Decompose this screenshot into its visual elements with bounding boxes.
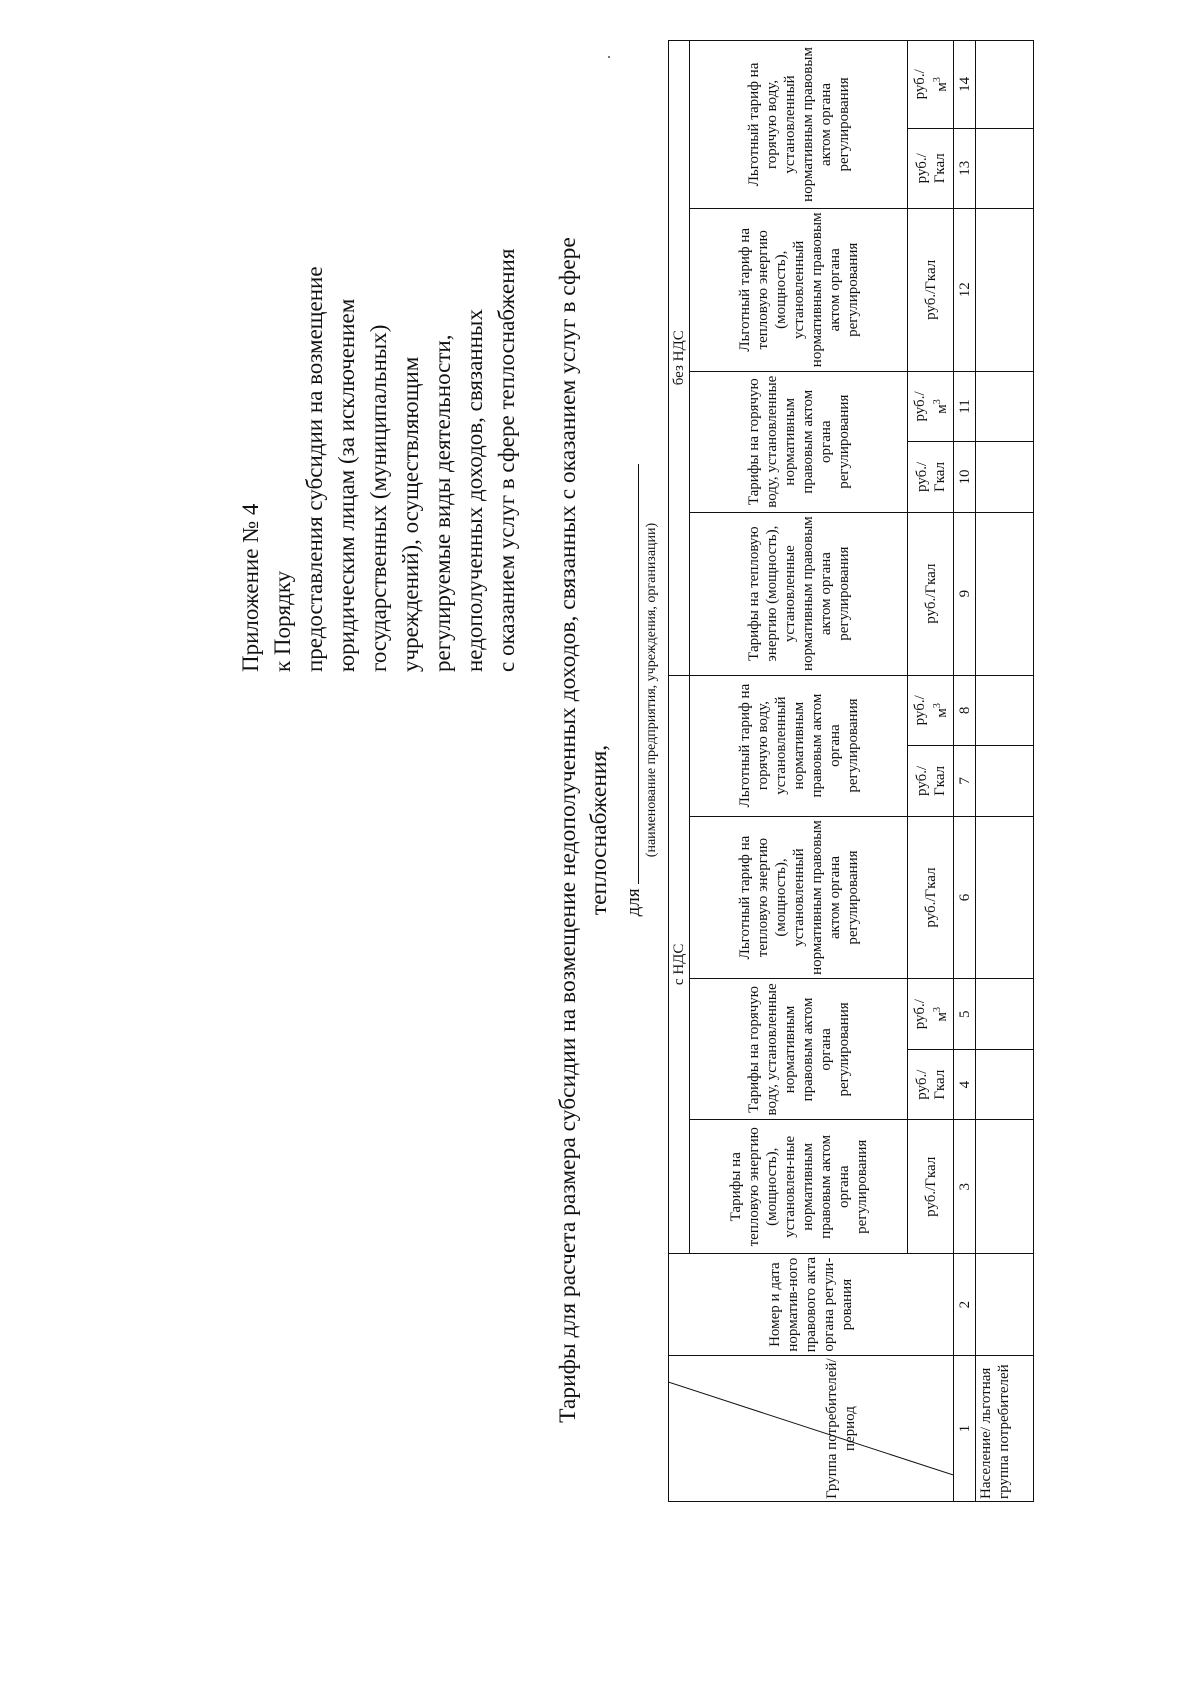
title-line-2: теплоснабжения,: [586, 744, 612, 916]
column-number: 1: [954, 1356, 976, 1502]
scan-dot: [608, 56, 610, 58]
col-heat-tariff-3: Тарифы на тепловую энергию (мощность), установлен-ные нормативным правовым актом органа регулирования: [690, 1120, 908, 1254]
organization-blank: [622, 464, 639, 884]
table-cell[interactable]: [976, 442, 1034, 512]
doc-header-cell: Номер и дата норматив-ного правового акта органа регули-рования: [669, 1254, 954, 1356]
table-cell[interactable]: [976, 1120, 1034, 1254]
col-pref-hot-water-13-14: Льготный тариф на горячую воду, установленный нормативным правовым актом органа регулирования: [690, 41, 908, 209]
table-cell[interactable]: [976, 1049, 1034, 1119]
group-header-label: Группа потребителей/ период: [824, 1358, 858, 1499]
unit-cell: руб./ Гкал: [908, 746, 954, 816]
table-cell[interactable]: [976, 512, 1034, 675]
organization-line: [622, 40, 645, 1340]
column-number: 3: [954, 1120, 976, 1254]
organization-note: (наименование предприятия, учреждения, организации): [644, 522, 659, 858]
col-hot-water-tariff-10-11: Тарифы на горячую воду, установленные нормативным правовым актом органа регулирования: [690, 371, 908, 512]
column-number: 5: [954, 979, 976, 1049]
unit-cell: руб./Гкал: [908, 1120, 954, 1254]
appendix-line: с оказанием услуг в сфере теплоснабжения: [494, 248, 519, 672]
appendix-header: [235, 249, 523, 672]
column-number: 6: [954, 816, 976, 979]
for-label: для: [623, 888, 644, 917]
unit-cell: руб./ Гкал: [908, 442, 954, 512]
col-pref-hot-water-7-8: Льготный тариф на горячую воду, установленный нормативным правовым актом органа регулирования: [690, 675, 908, 816]
column-number: 13: [954, 128, 976, 208]
table-cell[interactable]: [976, 675, 1034, 746]
rotated-page: [40, 40, 1120, 1620]
col-pref-heat-tariff-12: Льготный тариф на тепловую энергию (мощность), установленный нормативным правовым актом органа регулирования: [690, 208, 908, 371]
column-number: 8: [954, 675, 976, 746]
document-title: [553, 40, 615, 1620]
title-line-1: Тарифы для расчета размера субсидии на возмещение недополученных доходов, связанных с оказанием услуг в сфере: [555, 237, 581, 1423]
column-number: 10: [954, 442, 976, 512]
appendix-line: юридическим лицам (за исключением: [334, 298, 359, 672]
unit-cell: руб./ $м^3$: [908, 371, 954, 441]
table-cell[interactable]: [976, 979, 1034, 1049]
unit-cell: руб./Гкал: [908, 208, 954, 371]
table-cell[interactable]: [976, 208, 1034, 371]
table-cell[interactable]: [976, 41, 1034, 129]
appendix-line: к Порядку: [270, 570, 295, 672]
column-number: 2: [954, 1254, 976, 1356]
col-pref-heat-tariff-6: Льготный тариф на тепловую энергию (мощность), установленный нормативным правовым актом органа регулирования: [690, 816, 908, 979]
unit-cell: руб./ Гкал: [908, 1049, 954, 1119]
table-cell[interactable]: [976, 371, 1034, 441]
column-number: 4: [954, 1049, 976, 1119]
col-hot-water-tariff-4-5: Тарифы на горячую воду, установленные нормативным правовым актом органа регулирования: [690, 979, 908, 1120]
group-header-cell: [669, 1356, 954, 1502]
column-number: 11: [954, 371, 976, 441]
table-cell[interactable]: [976, 1254, 1034, 1356]
column-number: 12: [954, 208, 976, 371]
unit-cell: руб./Гкал: [908, 816, 954, 979]
tariffs-table: [668, 40, 1034, 1502]
with-vat-header: с НДС: [669, 675, 690, 1254]
appendix-line: недополученных доходов, связанных: [462, 309, 487, 672]
unit-cell: руб./ $м^3$: [908, 979, 954, 1049]
row-label-population: Население/ льготная группа потребителей: [976, 1356, 1034, 1502]
appendix-line: Приложение № 4: [238, 503, 263, 672]
appendix-line: учреждений), осуществляющим: [398, 356, 423, 672]
column-number: 9: [954, 512, 976, 675]
table-cell[interactable]: [976, 816, 1034, 979]
column-number: 7: [954, 746, 976, 816]
col-heat-tariff-9: Тарифы на тепловую энергию (мощность), установленные нормативным правовым актом органа регулирования: [690, 512, 908, 675]
column-number: 14: [954, 41, 976, 129]
unit-cell: руб./ $м^3$: [908, 675, 954, 746]
table-cell[interactable]: [976, 128, 1034, 208]
appendix-line: регулируемые виды деятельности,: [430, 334, 455, 672]
without-vat-header: без НДС: [669, 41, 690, 676]
unit-cell: руб./ Гкал: [908, 128, 954, 208]
unit-cell: руб./Гкал: [908, 512, 954, 675]
unit-cell: руб./ $м^3$: [908, 41, 954, 129]
appendix-line: государственных (муниципальных): [366, 324, 391, 672]
table-cell[interactable]: [976, 746, 1034, 816]
appendix-line: предоставления субсидии на возмещение: [302, 266, 327, 672]
